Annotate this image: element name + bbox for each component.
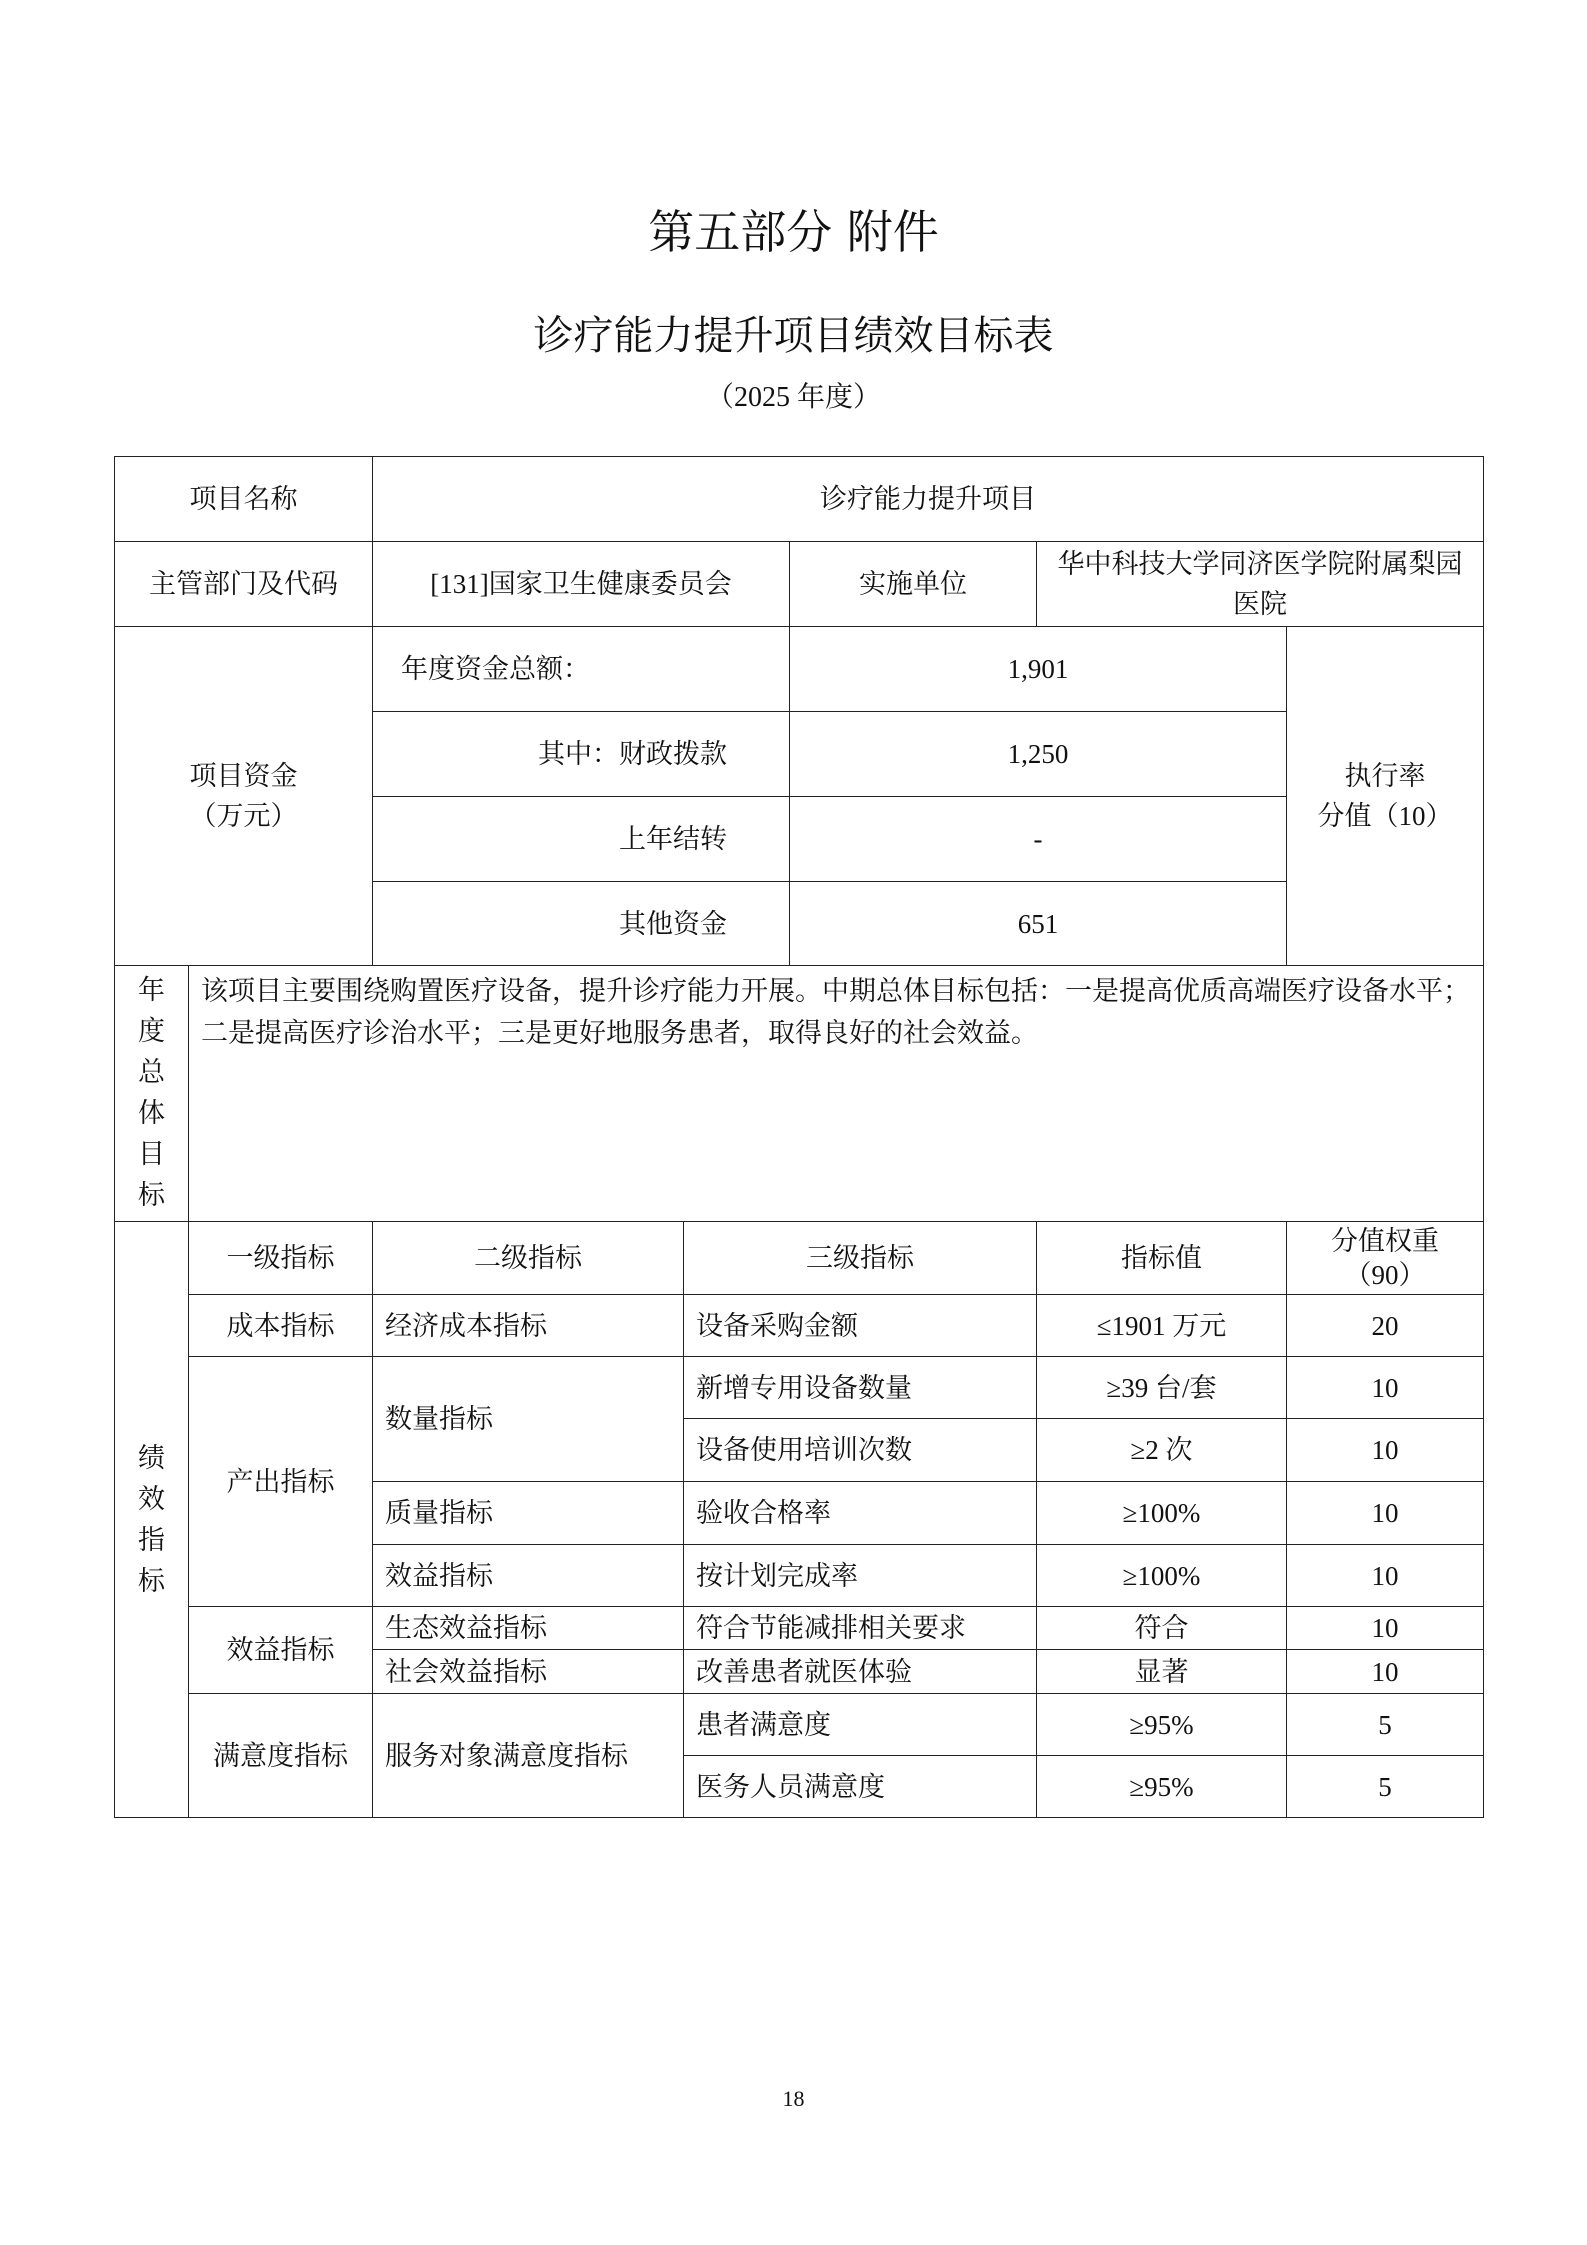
- goal-text: 该项目主要围绕购置医疗设备，提升诊疗能力开展。中期总体目标包括：一是提高优质高端医疗设备水平；二是提高医疗诊治水平；三是更好地服务患者，取得良好的社会效益。: [189, 966, 1484, 1222]
- funds-fiscal-label: 其中：财政拨款: [373, 712, 790, 797]
- indicators-label: [115, 1222, 189, 1818]
- indicator-score: 10: [1287, 1357, 1484, 1419]
- indicator-name: 按计划完成率: [684, 1545, 1037, 1607]
- header-level2: 二级指标: [373, 1222, 684, 1295]
- funds-fiscal-value: 1,250: [790, 712, 1287, 797]
- funds-total-value: 1,901: [790, 627, 1287, 712]
- goal-label: [115, 966, 189, 1222]
- page-number: 18: [782, 2086, 805, 2111]
- level2-quantity: 数量指标: [373, 1357, 684, 1482]
- rate-label: 执行率: [1344, 761, 1426, 791]
- indicator-value: ≥95%: [1037, 1756, 1287, 1818]
- indicator-name: 改善患者就医体验: [684, 1650, 1037, 1694]
- performance-target-table: [114, 456, 1484, 1818]
- indicator-name: 验收合格率: [684, 1482, 1037, 1545]
- level2-social: 社会效益指标: [373, 1650, 684, 1694]
- indicator-score: 10: [1287, 1607, 1484, 1650]
- level2-service-satisfaction: 服务对象满意度指标: [373, 1694, 684, 1818]
- indicator-name: 符合节能减排相关要求: [684, 1607, 1037, 1650]
- funds-total-label: 年度资金总额：: [373, 627, 790, 712]
- indicator-score: 10: [1287, 1650, 1484, 1694]
- level1-benefit: 效益指标: [189, 1607, 373, 1694]
- indicator-score: 10: [1287, 1482, 1484, 1545]
- funds-unit: （万元）: [189, 801, 298, 831]
- indicator-score: 5: [1287, 1694, 1484, 1756]
- page-heading: 第五部分 附件: [648, 205, 939, 259]
- indicator-value: ≤1901 万元: [1037, 1295, 1287, 1357]
- execution-rate: [1287, 627, 1484, 966]
- indicator-name: 设备使用培训次数: [684, 1419, 1037, 1482]
- funds-other-label: 其他资金: [373, 882, 790, 966]
- header-value: 指标值: [1037, 1222, 1287, 1295]
- goal-label-text: 年度总体目标: [138, 975, 165, 1210]
- indicator-name: 医务人员满意度: [684, 1756, 1037, 1818]
- indicator-value: ≥39 台/套: [1037, 1357, 1287, 1419]
- level1-output: 产出指标: [189, 1357, 373, 1607]
- header-score-total: （90）: [1344, 1260, 1426, 1290]
- dept: [131]国家卫生健康委员会: [373, 542, 790, 627]
- indicator-name: 设备采购金额: [684, 1295, 1037, 1357]
- indicator-value: ≥100%: [1037, 1482, 1287, 1545]
- indicator-name: 新增专用设备数量: [684, 1357, 1037, 1419]
- header-level1: 一级指标: [189, 1222, 373, 1295]
- level1-satisfaction: 满意度指标: [189, 1694, 373, 1818]
- indicator-value: 显著: [1037, 1650, 1287, 1694]
- project-name-label: 项目名称: [115, 457, 373, 542]
- funds-label-text: 项目资金: [189, 761, 298, 791]
- indicator-score: 10: [1287, 1419, 1484, 1482]
- indicator-value: ≥2 次: [1037, 1419, 1287, 1482]
- indicator-value: ≥95%: [1037, 1694, 1287, 1756]
- indicator-value: 符合: [1037, 1607, 1287, 1650]
- level1-cost: 成本指标: [189, 1295, 373, 1357]
- project-name: 诊疗能力提升项目: [373, 457, 1484, 542]
- table-title: 诊疗能力提升项目绩效目标表: [533, 313, 1054, 359]
- header-score: [1287, 1222, 1484, 1295]
- indicator-score: 5: [1287, 1756, 1484, 1818]
- level2-economic-cost: 经济成本指标: [373, 1295, 684, 1357]
- indicator-value: ≥100%: [1037, 1545, 1287, 1607]
- indicator-score: 20: [1287, 1295, 1484, 1357]
- dept-label: 主管部门及代码: [115, 542, 373, 627]
- indicator-name: 患者满意度: [684, 1694, 1037, 1756]
- level2-quality: 质量指标: [373, 1482, 684, 1545]
- funds-other-value: 651: [790, 882, 1287, 966]
- funds-carryover-value: -: [790, 797, 1287, 882]
- indicators-label-text: 绩效指标: [138, 1442, 165, 1596]
- indicator-score: 10: [1287, 1545, 1484, 1607]
- rate-score: 分值（10）: [1317, 801, 1453, 831]
- unit: 华中科技大学同济医学院附属梨园医院: [1037, 542, 1484, 627]
- header-score-text: 分值权重: [1331, 1226, 1440, 1256]
- level2-ecological: 生态效益指标: [373, 1607, 684, 1650]
- level2-benefit: 效益指标: [373, 1545, 684, 1607]
- header-level3: 三级指标: [684, 1222, 1037, 1295]
- funds-label: [115, 627, 373, 966]
- funds-carryover-label: 上年结转: [373, 797, 790, 882]
- table-year: （2025 年度）: [705, 382, 881, 413]
- unit-label: 实施单位: [790, 542, 1037, 627]
